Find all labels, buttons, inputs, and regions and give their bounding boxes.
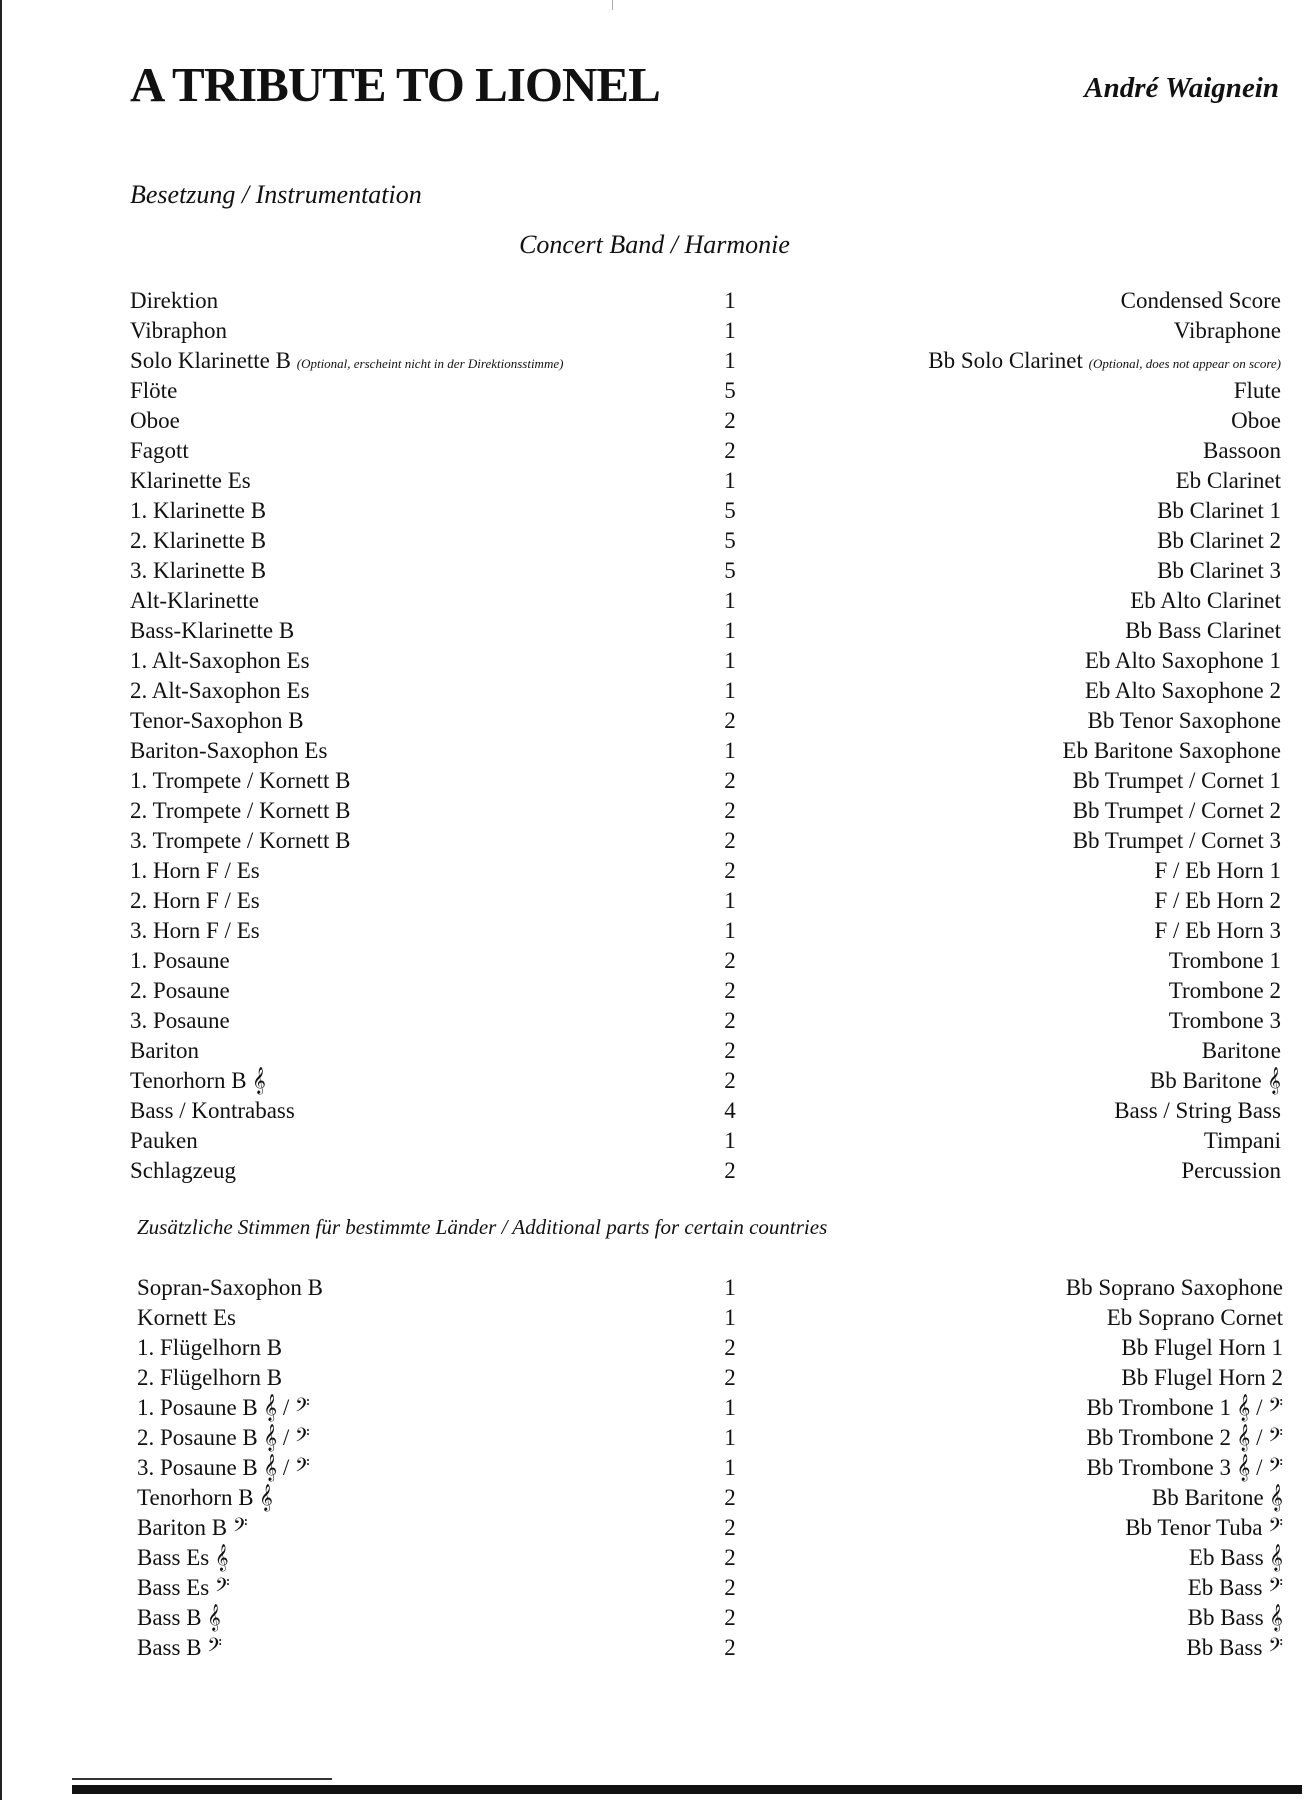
part-name-german — [130, 798, 350, 824]
part-name-english — [1181, 1158, 1281, 1184]
part-quantity: 5 — [724, 558, 736, 583]
part-row — [0, 1038, 1309, 1068]
part-name-german — [137, 1275, 323, 1301]
bottom-rule — [72, 1785, 1302, 1794]
part-row — [0, 498, 1309, 528]
top-mark — [612, 0, 613, 10]
part-name-german-text: Bariton-Saxophon Es — [130, 738, 328, 763]
part-quantity: 5 — [724, 498, 736, 523]
part-name-english-text: Bb Trombone 1 𝄞 / 𝄢 — [1086, 1395, 1283, 1420]
part-name-english-text: Bb Soprano Saxophone — [1065, 1275, 1283, 1300]
part-name-german — [137, 1635, 222, 1661]
part-name-english-text: Bb Flugel Horn 2 — [1121, 1365, 1283, 1390]
part-name-english — [1169, 978, 1281, 1004]
part-row — [0, 1425, 1309, 1455]
additional-parts-list — [0, 1275, 1309, 1665]
part-name-english — [1169, 1008, 1281, 1034]
part-name-german — [130, 948, 230, 974]
part-name-german-text: 1. Klarinette B — [130, 498, 267, 523]
part-quantity: 1 — [724, 648, 736, 673]
part-name-german — [137, 1335, 282, 1361]
part-row — [0, 1365, 1309, 1395]
part-name-english — [1157, 528, 1281, 554]
part-name-german — [137, 1425, 310, 1451]
part-name-english-text: Condensed Score — [1120, 288, 1281, 313]
part-quantity: 2 — [724, 1545, 736, 1570]
part-row — [0, 798, 1309, 828]
part-name-english-text: Trombone 2 — [1168, 978, 1281, 1003]
part-name-german-text: 1. Horn F / Es — [130, 858, 260, 883]
part-quantity: 1 — [724, 588, 736, 613]
part-name-german-text: Oboe — [130, 408, 180, 433]
part-name-german-text: 2. Flügelhorn B — [137, 1365, 283, 1390]
part-name-german-text: 1. Posaune B 𝄞 / 𝄢 — [137, 1395, 310, 1420]
part-row — [0, 1515, 1309, 1545]
part-row — [0, 1395, 1309, 1425]
part-name-german-text: Direktion — [130, 288, 219, 313]
part-name-english-text: Bb Trombone 3 𝄞 / 𝄢 — [1086, 1455, 1283, 1480]
part-row — [0, 378, 1309, 408]
part-quantity: 1 — [724, 288, 736, 313]
part-name-german-text: Klarinette Es — [130, 468, 251, 493]
part-name-german-text: Fagott — [130, 438, 189, 463]
part-name-english — [1188, 1605, 1283, 1631]
part-name-german — [130, 348, 563, 374]
part-row — [0, 1275, 1309, 1305]
part-name-english — [1063, 738, 1281, 764]
part-name-german-text: Solo Klarinette B — [130, 348, 291, 373]
part-name-german — [130, 768, 350, 794]
part-quantity: 2 — [724, 978, 736, 1003]
part-name-english — [1157, 558, 1281, 584]
part-name-german — [130, 1098, 295, 1124]
part-name-english — [1155, 888, 1282, 914]
part-quantity: 5 — [724, 528, 736, 553]
part-name-english — [1088, 708, 1281, 734]
part-name-german-text: Kornett Es — [137, 1305, 237, 1330]
part-name-german — [130, 738, 327, 764]
part-name-german-text: Vibraphon — [130, 318, 227, 343]
part-name-german-text: Schlagzeug — [130, 1158, 237, 1183]
part-name-english — [1204, 1128, 1281, 1154]
part-name-german-text: Bass-Klarinette B — [130, 618, 295, 643]
part-row — [0, 288, 1309, 318]
part-name-german-text: Bass B 𝄞 — [137, 1605, 221, 1630]
additional-parts-heading: Zusätzliche Stimmen für bestimmte Länder / Additional parts for certain countries — [137, 1215, 828, 1239]
part-name-german-text: 2. Klarinette B — [130, 528, 267, 553]
part-quantity: 1 — [724, 1425, 736, 1450]
part-name-english — [1176, 468, 1281, 494]
part-row — [0, 1575, 1309, 1605]
part-quantity: 2 — [724, 1635, 736, 1660]
part-quantity: 1 — [724, 1275, 736, 1300]
part-quantity: 2 — [724, 1335, 736, 1360]
part-name-english — [1152, 1485, 1283, 1511]
part-name-german — [137, 1545, 229, 1571]
part-name-german-text: 3. Trompete / Kornett B — [130, 828, 351, 853]
part-row — [0, 1305, 1309, 1335]
part-name-german-text: Bass / Kontrabass — [130, 1098, 295, 1123]
part-row — [0, 948, 1309, 978]
part-row — [0, 408, 1309, 438]
part-name-english — [1073, 828, 1281, 854]
part-name-english — [1130, 588, 1281, 614]
part-name-english — [1121, 288, 1281, 314]
part-name-german-text: Tenor-Saxophon B — [130, 708, 304, 733]
part-name-english-text: Bb Bass 𝄞 — [1187, 1605, 1283, 1630]
part-name-english-text: Bb Flugel Horn 1 — [1121, 1335, 1283, 1360]
part-name-german-text: 1. Alt-Saxophon Es — [130, 648, 310, 673]
part-quantity: 1 — [724, 618, 736, 643]
part-quantity: 1 — [724, 468, 736, 493]
part-name-english-text: Bb Tenor Tuba 𝄢 — [1125, 1515, 1283, 1540]
part-name-english-text: Bb Clarinet 3 — [1157, 558, 1281, 583]
part-row — [0, 348, 1309, 378]
part-quantity: 2 — [724, 1365, 736, 1390]
part-name-english — [1125, 1515, 1283, 1541]
part-row — [0, 708, 1309, 738]
part-row — [0, 678, 1309, 708]
part-name-english-text: F / Eb Horn 2 — [1154, 888, 1281, 913]
part-name-english — [1203, 438, 1281, 464]
part-name-german — [130, 978, 230, 1004]
part-name-german-text: 3. Posaune — [130, 1008, 230, 1033]
part-name-english-text: Bb Bass Clarinet — [1125, 618, 1281, 643]
part-name-english-text: Baritone — [1201, 1038, 1281, 1063]
part-name-english — [1202, 1038, 1281, 1064]
part-name-german — [130, 438, 189, 464]
part-name-german — [137, 1395, 310, 1421]
part-quantity: 2 — [724, 1605, 736, 1630]
part-name-english-text: Bb Baritone 𝄞 — [1151, 1485, 1283, 1510]
part-row — [0, 1605, 1309, 1635]
part-name-english-text: Vibraphone — [1173, 318, 1281, 343]
bottom-thin-rule — [72, 1778, 332, 1780]
part-quantity: 1 — [724, 1395, 736, 1420]
part-name-german — [137, 1455, 310, 1481]
part-row — [0, 438, 1309, 468]
part-row — [0, 558, 1309, 588]
part-quantity: 2 — [724, 1038, 736, 1063]
part-name-english-text: Flute — [1233, 378, 1281, 403]
part-quantity: 1 — [724, 1305, 736, 1330]
part-row — [0, 648, 1309, 678]
part-name-german-text: 2. Alt-Saxophon Es — [130, 678, 310, 703]
part-name-english — [1155, 918, 1282, 944]
part-quantity: 2 — [724, 798, 736, 823]
part-name-german-text: Tenorhorn B 𝄞 — [137, 1485, 273, 1510]
part-name-english — [1188, 1575, 1283, 1601]
part-row — [0, 978, 1309, 1008]
ensemble-heading: Concert Band / Harmonie — [519, 230, 790, 259]
part-name-english-text: Eb Soprano Cornet — [1106, 1305, 1283, 1330]
part-quantity: 2 — [724, 948, 736, 973]
part-name-english-text: Bassoon — [1203, 438, 1281, 463]
part-name-german-text: Pauken — [130, 1128, 198, 1153]
part-name-german-text: Bass B 𝄢 — [137, 1635, 223, 1660]
part-quantity: 1 — [724, 1455, 736, 1480]
part-quantity: 1 — [724, 888, 736, 913]
part-name-german — [130, 288, 218, 314]
part-name-english-text: Bb Clarinet 2 — [1157, 528, 1281, 553]
part-name-german-text: 3. Horn F / Es — [130, 918, 260, 943]
part-name-english — [1085, 678, 1281, 704]
part-quantity: 5 — [724, 378, 736, 403]
part-name-german-text: 1. Trompete / Kornett B — [130, 768, 351, 793]
part-name-english — [1066, 1275, 1283, 1301]
part-name-german — [130, 828, 350, 854]
part-quantity: 2 — [724, 408, 736, 433]
part-quantity: 2 — [724, 828, 736, 853]
part-quantity: 2 — [724, 1575, 736, 1600]
part-name-english — [1114, 1098, 1281, 1124]
part-name-german — [130, 408, 180, 434]
part-name-english — [1087, 1395, 1283, 1421]
part-name-german — [130, 918, 260, 944]
part-note-german: (Optional, erscheint nicht in der Direktionsstimme) — [296, 356, 564, 371]
part-name-german — [130, 858, 260, 884]
part-name-german-text: Flöte — [130, 378, 178, 403]
part-name-german — [137, 1305, 236, 1331]
part-name-german-text: Tenorhorn B 𝄞 — [130, 1068, 266, 1093]
part-quantity: 2 — [724, 1515, 736, 1540]
part-name-english-text: Bb Trombone 2 𝄞 / 𝄢 — [1086, 1425, 1283, 1450]
part-name-english-text: Eb Alto Saxophone 2 — [1084, 678, 1281, 703]
part-name-german-text: 2. Posaune — [130, 978, 230, 1003]
part-quantity: 2 — [724, 1158, 736, 1183]
part-quantity: 2 — [724, 768, 736, 793]
part-name-english-text: Timpani — [1203, 1128, 1281, 1153]
part-row — [0, 828, 1309, 858]
part-quantity: 1 — [724, 738, 736, 763]
part-quantity: 2 — [724, 438, 736, 463]
part-quantity: 2 — [724, 858, 736, 883]
part-name-german-text: Bass Es 𝄞 — [137, 1545, 229, 1570]
part-name-german — [130, 1038, 199, 1064]
part-row — [0, 528, 1309, 558]
part-row — [0, 1635, 1309, 1665]
part-name-german — [130, 1158, 236, 1184]
part-row — [0, 1485, 1309, 1515]
part-name-english-text: Bb Baritone 𝄞 — [1149, 1068, 1281, 1093]
part-name-german — [137, 1515, 248, 1541]
part-name-english-text: Bb Clarinet 1 — [1157, 498, 1281, 523]
part-name-german — [130, 648, 310, 674]
part-name-english-text: Eb Clarinet — [1175, 468, 1281, 493]
part-name-english-text: Bb Solo Clarinet — [928, 348, 1083, 373]
part-row — [0, 1008, 1309, 1038]
part-name-german-text: 3. Posaune B 𝄞 / 𝄢 — [137, 1455, 310, 1480]
part-name-english-text: Bass / String Bass — [1114, 1098, 1281, 1123]
part-name-english-text: Trombone 1 — [1168, 948, 1281, 973]
part-note-english: (Optional, does not appear on score) — [1088, 356, 1281, 371]
part-name-english-text: F / Eb Horn 3 — [1154, 918, 1281, 943]
part-name-english — [1087, 1455, 1283, 1481]
main-parts-list — [0, 288, 1309, 1188]
part-name-german — [130, 558, 266, 584]
part-name-german-text: 3. Klarinette B — [130, 558, 267, 583]
part-name-german — [130, 618, 294, 644]
instrumentation-heading: Besetzung / Instrumentation — [130, 180, 422, 209]
part-name-english — [1121, 1335, 1283, 1361]
part-row — [0, 1545, 1309, 1575]
part-row — [0, 768, 1309, 798]
part-name-english-text: Bb Bass 𝄢 — [1186, 1635, 1283, 1660]
part-name-english — [928, 348, 1281, 374]
part-name-english — [1073, 768, 1281, 794]
part-quantity: 2 — [724, 1485, 736, 1510]
part-name-english-text: Eb Bass 𝄞 — [1188, 1545, 1283, 1570]
part-name-german — [130, 1008, 230, 1034]
part-name-german — [137, 1365, 282, 1391]
part-row — [0, 468, 1309, 498]
part-name-english — [1107, 1305, 1283, 1331]
part-row — [0, 858, 1309, 888]
part-name-german — [130, 1068, 266, 1094]
composer-name: André Waignein — [1084, 72, 1279, 104]
part-name-german-text: 2. Horn F / Es — [130, 888, 260, 913]
part-name-german-text: 1. Posaune — [130, 948, 230, 973]
part-name-german — [130, 498, 266, 524]
part-name-english — [1150, 1068, 1281, 1094]
part-quantity: 2 — [724, 1008, 736, 1033]
part-name-german-text: Sopran-Saxophon B — [137, 1275, 323, 1300]
part-name-english-text: Percussion — [1181, 1158, 1281, 1183]
part-name-english-text: Oboe — [1231, 408, 1281, 433]
part-name-english-text: Bb Trumpet / Cornet 3 — [1072, 828, 1281, 853]
part-name-german-text: Bariton — [130, 1038, 199, 1063]
part-name-english — [1231, 408, 1281, 434]
part-name-german-text: Bass Es 𝄢 — [137, 1575, 230, 1600]
part-name-english-text: Eb Bass 𝄢 — [1187, 1575, 1283, 1600]
part-quantity: 2 — [724, 1068, 736, 1093]
part-name-german-text: Alt-Klarinette — [130, 588, 260, 613]
part-name-english — [1073, 798, 1281, 824]
part-name-english — [1234, 378, 1281, 404]
part-name-german — [137, 1605, 221, 1631]
part-row — [0, 1128, 1309, 1158]
part-name-german — [130, 528, 266, 554]
part-quantity: 1 — [724, 1128, 736, 1153]
page-title: A TRIBUTE TO LIONEL — [130, 57, 660, 112]
part-name-english-text: Bb Trumpet / Cornet 1 — [1072, 768, 1281, 793]
part-name-english — [1085, 648, 1281, 674]
part-name-english — [1157, 498, 1281, 524]
part-name-english — [1087, 1425, 1283, 1451]
part-name-english-text: Bb Tenor Saxophone — [1087, 708, 1281, 733]
part-name-german — [137, 1485, 273, 1511]
part-row — [0, 1455, 1309, 1485]
part-name-english-text: Bb Trumpet / Cornet 2 — [1072, 798, 1281, 823]
part-name-english — [1169, 948, 1281, 974]
part-name-english — [1186, 1635, 1283, 1661]
part-name-german — [130, 468, 251, 494]
part-quantity: 2 — [724, 708, 736, 733]
part-name-german-text: 2. Posaune B 𝄞 / 𝄢 — [137, 1425, 310, 1450]
part-name-german — [130, 378, 177, 404]
part-name-german-text: Bariton B 𝄢 — [137, 1515, 248, 1540]
part-row — [0, 918, 1309, 948]
part-name-english — [1125, 618, 1281, 644]
part-name-german — [130, 1128, 198, 1154]
part-quantity: 1 — [724, 918, 736, 943]
part-name-english-text: Eb Alto Saxophone 1 — [1084, 648, 1281, 673]
part-quantity: 1 — [724, 348, 736, 373]
part-row — [0, 1335, 1309, 1365]
part-row — [0, 888, 1309, 918]
part-name-english — [1155, 858, 1282, 884]
part-name-english — [1121, 1365, 1283, 1391]
part-name-english-text: F / Eb Horn 1 — [1154, 858, 1281, 883]
part-row — [0, 1098, 1309, 1128]
part-name-english-text: Eb Alto Clarinet — [1130, 588, 1281, 613]
part-name-german — [130, 588, 259, 614]
part-name-german-text: 2. Trompete / Kornett B — [130, 798, 351, 823]
part-quantity: 1 — [724, 678, 736, 703]
part-row — [0, 1068, 1309, 1098]
part-quantity: 4 — [724, 1098, 736, 1123]
part-name-german — [137, 1575, 230, 1601]
part-name-german — [130, 318, 227, 344]
part-row — [0, 318, 1309, 348]
part-name-english — [1189, 1545, 1283, 1571]
part-name-german-text: 1. Flügelhorn B — [137, 1335, 283, 1360]
part-name-german — [130, 678, 310, 704]
part-name-german — [130, 888, 260, 914]
part-name-german — [130, 708, 304, 734]
part-row — [0, 588, 1309, 618]
part-row — [0, 738, 1309, 768]
part-name-english-text: Trombone 3 — [1168, 1008, 1281, 1033]
part-row — [0, 618, 1309, 648]
part-quantity: 1 — [724, 318, 736, 343]
part-name-english-text: Eb Baritone Saxophone — [1062, 738, 1281, 763]
part-row — [0, 1158, 1309, 1188]
part-name-english — [1174, 318, 1281, 344]
